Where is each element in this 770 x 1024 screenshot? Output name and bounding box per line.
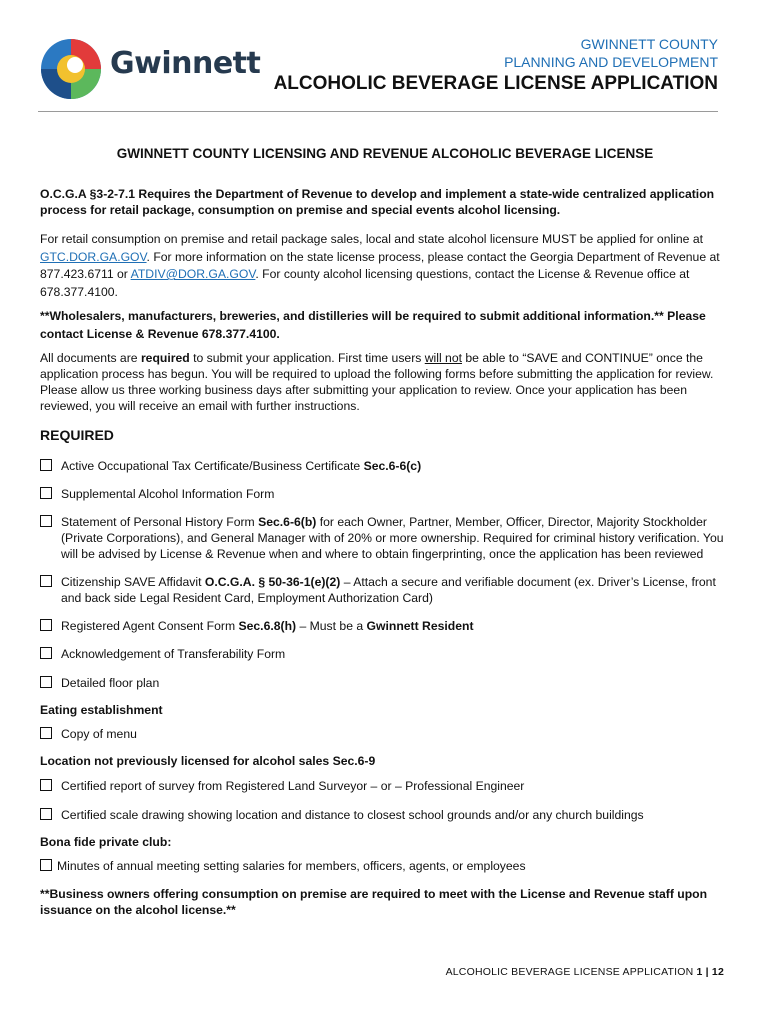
- checkbox[interactable]: [40, 727, 52, 739]
- checklist-item-personal-history: [40, 514, 730, 562]
- checklist-item-save-affidavit: [40, 574, 730, 606]
- documents-text-1: All documents are: [40, 351, 141, 365]
- checkbox[interactable]: [40, 676, 52, 688]
- checklist-item-annual-meeting: [40, 858, 730, 874]
- checklist-item-menu: [40, 726, 730, 742]
- documents-will-not: will not: [424, 351, 463, 365]
- page-footer: [446, 966, 724, 978]
- closing-note: **Business owners offering consumption on premise are required to meet with the License and Revenue staff upon issuance on the alcohol license.**: [40, 887, 708, 917]
- gwinnett-logo: [40, 36, 260, 102]
- item-text: Copy of menu: [61, 727, 137, 741]
- county-name: GWINNETT COUNTY: [580, 36, 718, 52]
- online-instructions: [40, 231, 730, 301]
- checkbox[interactable]: [40, 515, 52, 527]
- logo-wordmark: Gwinnett: [110, 46, 261, 81]
- online-text-3: . For county alcohol licensing questions, contact the License & Revenue office at 678.377.4100.: [40, 267, 690, 299]
- documents-required: required: [140, 351, 190, 365]
- section-title: GWINNETT COUNTY LICENSING AND REVENUE ALCOHOLIC BEVERAGE LICENSE: [116, 146, 654, 161]
- item-text: Registered Agent Consent Form: [61, 619, 239, 633]
- item-text: Acknowledgement of Transferability Form: [61, 647, 286, 661]
- page-number: 1 | 12: [696, 966, 724, 978]
- item-ref: Sec.6-6(b): [258, 515, 317, 529]
- gtc-link[interactable]: GTC.DOR.GA.GOV: [40, 249, 147, 264]
- required-heading: REQUIRED: [40, 427, 114, 443]
- checkbox[interactable]: [40, 619, 52, 631]
- item-rest: – Must be a: [296, 619, 367, 633]
- documents-text-2: to submit your application. First time users: [189, 351, 425, 365]
- online-text-1: For retail consumption on premise and retail package sales, local and state alcohol licensure MUST be applied for online at: [40, 232, 704, 246]
- checkbox[interactable]: [40, 779, 52, 791]
- documents-text-3: be able to “SAVE and CONTINUE” once the application process has begun. You will be required to upload the following forms before submitting the application for review. Please allow us three working business days after submitting your application to review. Once your application has been reviewed, you will receive an email with further instructions.: [40, 351, 714, 413]
- location-heading: Location not previously licensed for alcohol sales Sec.6-9: [40, 754, 376, 768]
- page-title: ALCOHOLIC BEVERAGE LICENSE APPLICATION: [273, 73, 718, 94]
- atdiv-email-link[interactable]: ATDIV@DOR.GA.GOV: [130, 267, 256, 281]
- item-text: Active Occupational Tax Certificate/Business Certificate: [61, 459, 364, 473]
- item-ref: O.C.G.A. § 50-36-1(e)(2): [204, 575, 341, 589]
- checkbox[interactable]: [40, 808, 52, 820]
- checkbox[interactable]: [40, 575, 52, 587]
- item-ref-2: Gwinnett Resident: [366, 619, 474, 633]
- checklist-item-transferability: [40, 646, 730, 662]
- item-ref: Sec.6-6(c): [363, 459, 422, 473]
- checklist-item-survey-report: [40, 778, 730, 794]
- item-text: Minutes of annual meeting setting salaries for members, officers, agents, or employees: [57, 859, 526, 873]
- item-ref: Sec.6.8(h): [238, 619, 297, 633]
- online-text-2: . For more information on the state license process, please contact the Georgia Department of Revenue at 877.423.6711 or: [40, 249, 720, 281]
- item-text: Citizenship SAVE Affidavit: [61, 575, 205, 589]
- checkbox[interactable]: [40, 487, 52, 499]
- footer-label: ALCOHOLIC BEVERAGE LICENSE APPLICATION: [445, 966, 697, 978]
- gwinnett-logo-mark-icon: [40, 38, 102, 100]
- department-name: PLANNING AND DEVELOPMENT: [504, 54, 718, 70]
- checklist-item-floor-plan: [40, 675, 730, 691]
- item-text: Detailed floor plan: [61, 676, 160, 690]
- item-text: Certified report of survey from Registered Land Surveyor – or – Professional Engineer: [61, 779, 525, 793]
- checklist-item-supplemental-form: [40, 486, 730, 502]
- private-club-heading: Bona fide private club:: [40, 835, 172, 849]
- item-text: Supplemental Alcohol Information Form: [61, 487, 275, 501]
- checklist-item-registered-agent: [40, 618, 730, 634]
- ocga-intro: O.C.G.A §3-2-7.1 Requires the Department of Revenue to develop and implement a state-wide centralized application process for retail package, consumption on premise and special events alcohol licensing.: [40, 187, 715, 217]
- checkbox[interactable]: [40, 859, 52, 871]
- eating-establishment-heading: Eating establishment: [40, 703, 163, 717]
- documents-paragraph: [40, 350, 730, 414]
- item-text: Statement of Personal History Form: [61, 515, 259, 529]
- item-text: Certified scale drawing showing location and distance to closest school grounds and/or any church buildings: [61, 808, 644, 822]
- wholesalers-note: **Wholesalers, manufacturers, breweries, and distilleries will be required to submit additional information.** Please contact License & Revenue 678.377.4100.: [40, 309, 706, 341]
- item-rest: – Attach a secure and verifiable document (ex. Driver’s License, front and back side Legal Resident Card, Employment Authorization Card): [61, 575, 716, 605]
- checklist-item-occupational-tax: [40, 458, 730, 474]
- checkbox[interactable]: [40, 459, 52, 471]
- checklist-item-scale-drawing: [40, 807, 730, 823]
- checkbox[interactable]: [40, 647, 52, 659]
- item-rest: for each Owner, Partner, Member, Officer, Director, Majority Stockholder (Private Corporations), and General Manager with of 20% or more ownership. Required for criminal history verification. You will be advised by License & Revenue when and where to obtain fingerprinting, once the application has been reviewed: [61, 515, 724, 561]
- header-divider: [38, 111, 718, 112]
